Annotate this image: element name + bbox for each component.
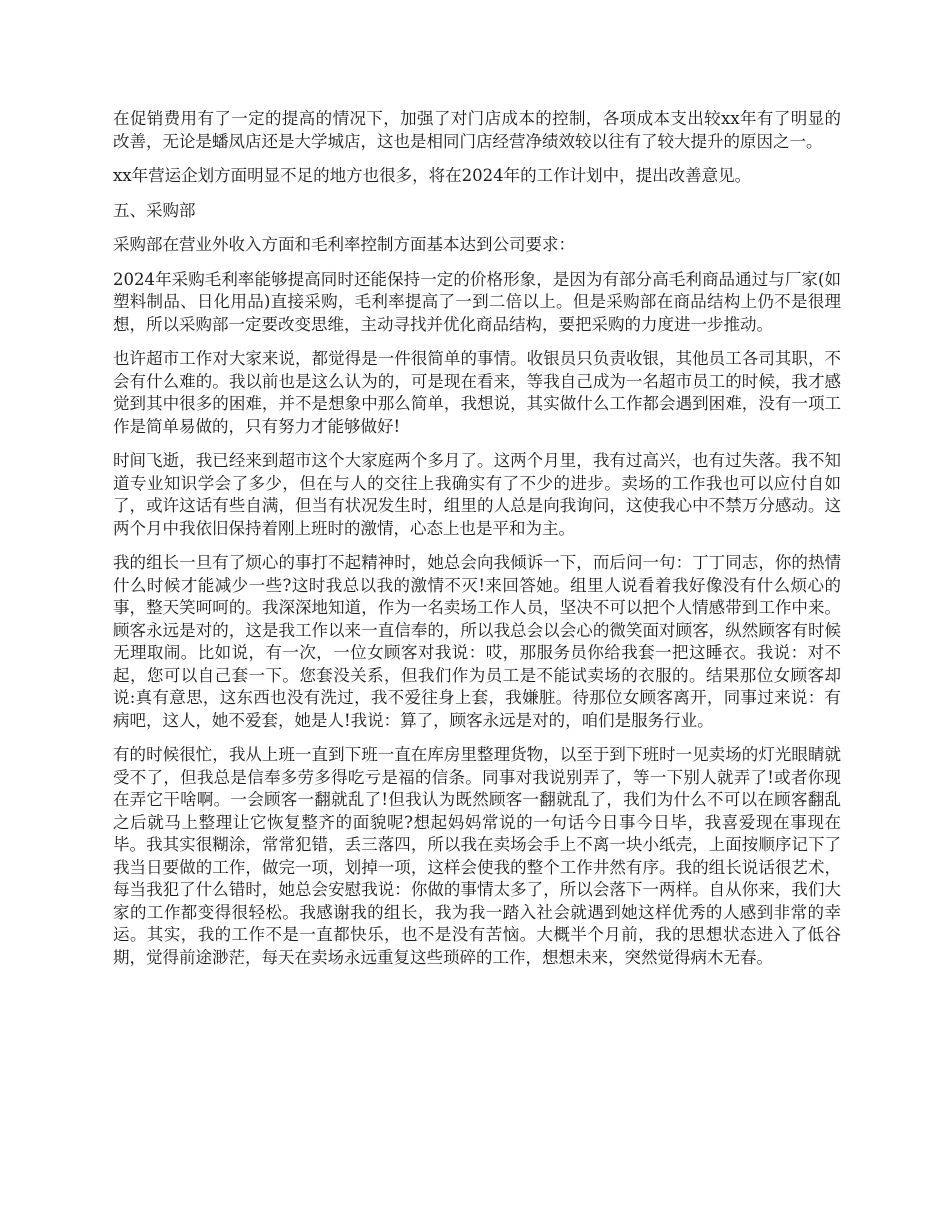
document-body xyxy=(113,108,841,981)
section-heading-purchasing: 五、采购部 xyxy=(113,200,196,220)
paragraph-two-months: 时间飞逝，我已经来到超市这个大家庭两个多月了。这两个月里，我有过高兴，也有过失落。我不知道专业知识学会了多少，但在与人的交往上我确实有了不少的进步。卖场的工作我也可以应付自如了，或许这话有些自满，但当有状况发生时，组里的人总是向我询问，这使我心中不禁万分感动。这两个月中我依旧保持着刚上班时的激情，心态上也是平和为主。 xyxy=(113,451,841,538)
paragraph-purchasing-summary: 采购部在营业外收入方面和毛利率控制方面基本达到公司要求： xyxy=(113,235,575,254)
paragraph-supermarket-work: 也许超市工作对大家来说，都觉得是一件很简单的事情。收银员只负责收银，其他员工各司其职，不会有什么难的。我以前也是这么认为的，可是现在看来，等我自己成为一名超市员工的时候，我才感觉到其中很多的困难，并不是想象中那么简单，我想说，其实做什么工作都会遇到困难，没有一项工作是简单易做的，只有努力才能够做好! xyxy=(113,349,841,436)
paragraph-cost-control: 在促销费用有了一定的提高的情况下，加强了对门店成本的控制，各项成本支出较xx年有了明显的改善，无论是蟠凤店还是大学城店，这也是相同门店经营净绩效较以往有了较大提升的原因之一。 xyxy=(113,109,841,151)
paragraph-operations-shortfall: xx年营运企划方面明显不足的地方也很多，将在2024年的工作计划中，提出改善意见。 xyxy=(113,166,752,185)
paragraph-busy-days: 有的时候很忙，我从上班一直到下班一直在库房里整理货物，以至于到下班时一见卖场的灯光眼睛就受不了，但我总是信奉多劳多得吃亏是福的信条。同事对我说别弄了，等一下别人就弄了!或者你现在弄它干啥啊。一会顾客一翻就乱了!但我认为既然顾客一翻就乱了，我们为什么不可以在顾客翻乱之后就马上整理让它恢复整齐的面貌呢?想起妈妈常说的一句话今日事今日毕，我喜爱现在事现在毕。我其实很糊涂，常常犯错，丢三落四，所以我在卖场会手上不离一块小纸壳，上面按顺序记下了我当日要做的工作，做完一项，划掉一项，这样会使我的整个工作井然有序。我的组长说话很艺术，每当我犯了什么错时，她总会安慰我说：你做的事情太多了，所以会落下一两样。自从你来，我们大家的工作都变得很轻松。我感谢我的组长，我为我一踏入社会就遇到她这样优秀的人感到非常的幸运。其实，我的工作不是一直都快乐，也不是没有苦恼。大概半个月前，我的思想状态进入了低谷期，觉得前途渺茫，每天在卖场永远重复这些琐碎的工作，想想未来，突然觉得病木无春。 xyxy=(113,745,841,967)
paragraph-gross-margin: 2024年采购毛利率能够提高同时还能保持一定的价格形象，是因为有部分高毛利商品通过与厂家(如塑料制品、日化用品)直接采购，毛利率提高了一到二倍以上。但是采购部在商品结构上仍不是很理想，所以采购部一定要改变思维，主动寻找并优化商品结构，要把采购的力度进一步推动。 xyxy=(113,269,841,334)
paragraph-group-leader: 我的组长一旦有了烦心的事打不起精神时，她总会向我倾诉一下，而后问一句：丁丁同志，你的热情什么时候才能减少一些?这时我总以我的激情不灭!来回答她。组里人说看着我好像没有什么烦心的事，整天笑呵呵的。我深深地知道，作为一名卖场工作人员，坚决不可以把个人情感带到工作中来。顾客永远是对的，这是我工作以来一直信奉的，所以我总会以会心的微笑面对顾客，纵然顾客有时候无理取闹。比如说，有一次，一位女顾客对我说：哎，那服务员你给我套一把这睡衣。我说：对不起，您可以自己套一下。您套没关系，但我们作为员工是不能试卖场的衣服的。结果那位女顾客却说:真有意思，这东西也没有洗过，我不爱往身上套，我嫌脏。待那位女顾客离开，同事过来说：有病吧，这人，她不爱套，她是人!我说：算了，顾客永远是对的，咱们是服务行业。 xyxy=(113,553,841,730)
